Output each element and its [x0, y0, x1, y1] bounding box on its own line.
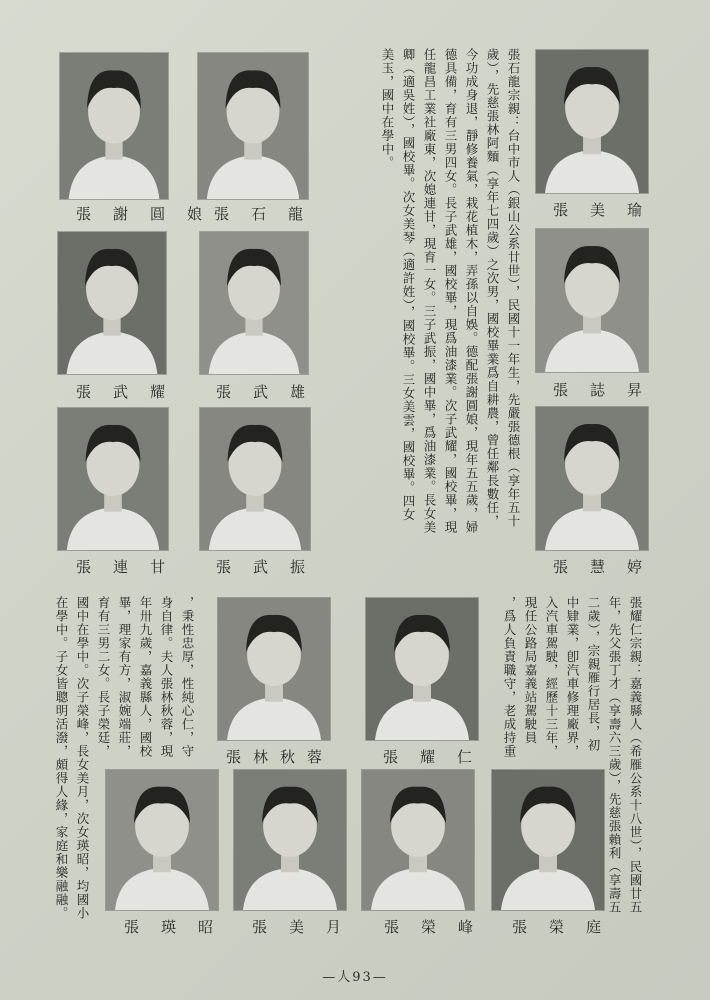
portrait-silhouette: [536, 50, 648, 193]
photo-caption-12: 張瑛昭: [124, 918, 236, 936]
photo-caption-11: 張耀仁: [383, 748, 495, 766]
bio2-col: 入汽車駕駛，經歷十三年，: [544, 596, 559, 758]
portrait-photo-15: [492, 770, 604, 910]
bio2-col: 身自律。夫人張林秋蓉，現: [159, 596, 174, 758]
portrait-photo-3: [536, 50, 648, 193]
bio1-col: 美玉，國中在學中。: [380, 48, 395, 170]
photo-caption-9: 張慧婷: [553, 558, 665, 576]
portrait-silhouette: [200, 408, 310, 550]
portrait-photo-5: [200, 232, 308, 374]
bio1-col: 卿（適吳姓），國校畢。次女美琴（適許姓），國校畢。三女美雲，國校畢。四女: [401, 48, 416, 522]
portrait-photo-13: [234, 770, 346, 910]
bio2-col: 年卅九歲，嘉義縣人，國校: [138, 596, 153, 758]
portrait-photo-1: [60, 53, 168, 199]
bio1-col: 任龍昌工業社廠東，次媳連甘，現育一女。三子武振，國中畢，爲油漆業。長女美: [422, 48, 437, 534]
portrait-silhouette: [218, 598, 330, 740]
portrait-photo-12: [106, 770, 218, 910]
photo-caption-13: 張美月: [252, 918, 364, 936]
photo-caption-2: 張石龍: [214, 205, 326, 223]
portrait-silhouette: [536, 229, 648, 372]
page-number: —人93—: [322, 970, 388, 985]
bio2-col: 中肄業，卽汽車修理廠界，: [565, 596, 580, 758]
portrait-silhouette: [106, 770, 218, 910]
bio1-col: 張石龍宗親：台中市人（銀山公系廿世），民國十一年生，先嚴張德根（享年五十: [506, 48, 521, 528]
portrait-silhouette: [492, 770, 604, 910]
portrait-silhouette: [60, 53, 168, 199]
photo-caption-15: 張榮庭: [512, 918, 624, 936]
photo-caption-5: 張武雄: [216, 383, 328, 401]
photo-caption-4: 張武耀: [76, 383, 188, 401]
portrait-silhouette: [362, 770, 474, 910]
portrait-photo-7: [58, 408, 168, 550]
portrait-silhouette: [58, 408, 168, 550]
photo-caption-8: 張武振: [216, 558, 328, 576]
portrait-photo-10: [218, 598, 330, 740]
portrait-silhouette: [58, 232, 166, 374]
portrait-silhouette: [366, 598, 478, 740]
photo-caption-1: 張謝圓娘: [76, 205, 225, 223]
portrait-silhouette: [536, 407, 648, 550]
bio2-col: 國中在學中。次子榮峰，長女美月，次女瑛昭，均國小: [75, 596, 90, 920]
portrait-photo-2: [198, 53, 308, 199]
bio2-col: 畢，理家有方，淑婉端莊，: [117, 596, 132, 758]
portrait-photo-14: [362, 770, 474, 910]
bio2-col: ，爲人負責職守，老成持重: [502, 596, 517, 758]
bio2-col: ，秉性忠厚，性純心仁，守: [180, 596, 195, 758]
portrait-silhouette: [200, 232, 308, 374]
bio2-col: 育有三男二女。長子榮廷，: [96, 596, 111, 758]
bio2-col: 二歲），宗親雁行居長，初: [586, 596, 601, 752]
portrait-photo-8: [200, 408, 310, 550]
photo-caption-14: 張榮峰: [384, 918, 496, 936]
bio2-col: 現任公路局嘉義站駕駛員: [523, 596, 538, 745]
photo-caption-3: 張美瑜: [553, 201, 665, 219]
bio1-col: 歲），先慈張林阿麵（享年七四歲）之次男，國校畢業爲自耕農，曾任鄰長數任，: [485, 48, 500, 528]
bio2-col: 在學中。子女皆聰明活潑，頗得人緣，家庭和樂融融。: [54, 596, 69, 920]
portrait-photo-11: [366, 598, 478, 740]
biography-zhang-shilong: [377, 48, 524, 583]
portrait-silhouette: [198, 53, 308, 199]
photo-caption-10: 張林秋蓉: [226, 748, 335, 766]
bio1-col: 德具備，育有三男四女。長子武雄，國校畢，現爲油漆業。次子武耀，國校畢，現: [443, 48, 458, 534]
bio2-col: 張耀仁宗親：嘉義縣人（希雁公系十八世），民國廿五: [628, 596, 643, 914]
portrait-silhouette: [234, 770, 346, 910]
portrait-photo-9: [536, 407, 648, 550]
portrait-photo-6: [536, 229, 648, 372]
bio1-col: 今功成身退，靜修養氣，栽花植木，弄孫以自娛。德配張謝圓娘，現年五五歲，婦: [464, 48, 479, 534]
photo-caption-7: 張連甘: [76, 558, 188, 576]
photo-caption-6: 張誌昇: [553, 381, 665, 399]
portrait-photo-4: [58, 232, 166, 374]
bio2-col: 年，先父張丁才（享壽六三歲），先慈張賴利（享壽五: [607, 596, 622, 914]
